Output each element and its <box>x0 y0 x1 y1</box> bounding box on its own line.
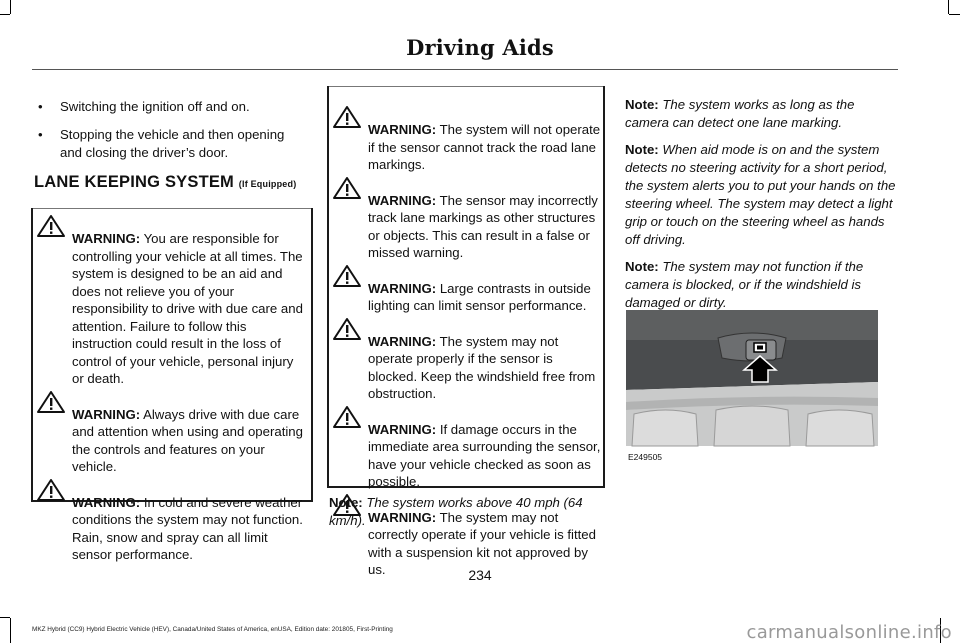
page-number: 234 <box>468 567 492 583</box>
warning-triangle-icon <box>332 317 362 341</box>
header-rule <box>32 69 898 70</box>
note: Note: The system may not function if the camera is blocked, or if the windshield is damaged or dirty. <box>625 259 864 310</box>
crop-mark <box>0 14 10 15</box>
warning-item: WARNING: The system may not operate properly if the sensor is blocked. Keep the windshield free from obstruction. <box>332 333 602 403</box>
crop-mark <box>948 0 949 14</box>
crop-mark <box>0 617 10 618</box>
bullet-icon: • <box>38 99 43 114</box>
camera-location-figure <box>626 310 878 468</box>
warning-item: WARNING: Large contrasts in outside lighting can limit sensor performance. <box>332 280 602 315</box>
list-item: • Switching the ignition off and on. <box>38 99 250 114</box>
warning-item: WARNING: Always drive with due care and attention when using and operating the controls and features on your vehicle. <box>36 406 308 476</box>
section-heading: LANE KEEPING SYSTEM (If Equipped) <box>34 173 297 191</box>
note: Note: When aid mode is on and the system detects no steering activity for a short period, the system alerts you to put your hands on the steering wheel. The system may detect a light grip or touch on the steering wheel as hands off driving. <box>625 142 896 247</box>
warning-triangle-icon <box>36 214 66 238</box>
warning-triangle-icon <box>332 105 362 129</box>
list-item: • Stopping the vehicle and then opening and closing the driver’s door. <box>38 127 285 160</box>
crop-mark <box>10 0 11 14</box>
windshield-camera-illustration <box>626 310 878 468</box>
warning-item: WARNING: The system may not correctly operate if your vehicle is fitted with a suspension kit not approved by us. <box>332 509 602 579</box>
bullet-icon: • <box>38 127 43 142</box>
crop-mark <box>10 618 11 643</box>
warning-triangle-icon <box>332 264 362 288</box>
note: Note: The system works above 40 mph (64 km/h). <box>329 495 583 528</box>
watermark: carmanualsonline.info <box>746 622 952 643</box>
page-title: Driving Aids <box>406 35 554 60</box>
warning-triangle-icon <box>36 390 66 414</box>
left-column <box>34 98 309 172</box>
footer-text: MKZ Hybrid (CC9) Hybrid Electric Vehicle (HEV), Canada/United States of America, enUSA, Edition date: 201805, First-Printing <box>32 626 393 633</box>
warning-item: WARNING: The sensor may incorrectly track lane markings as other structures or objects. This can result in a false or missed warning. <box>332 192 602 262</box>
warning-item: WARNING: In cold and severe weather conditions the system may not function. Rain, snow and spray can all limit sensor performance. <box>36 494 308 564</box>
warning-triangle-icon <box>36 478 66 502</box>
right-column <box>625 96 897 321</box>
note: Note: The system works as long as the camera can detect one lane marking. <box>625 97 855 130</box>
warning-item: WARNING: The system will not operate if the sensor cannot track the road lane markings. <box>332 121 602 174</box>
warning-box-left <box>31 208 313 562</box>
warning-item: WARNING: You are responsible for controlling your vehicle at all times. The system is designed to be an aid and does not relieve you of your responsibility to drive with due care and attention. Failure to follow this instruction could result in the loss of control of your vehicle, personal injury or death. <box>36 230 308 388</box>
warning-triangle-icon <box>332 176 362 200</box>
warning-triangle-icon <box>332 405 362 429</box>
warning-item: WARNING: If damage occurs in the immediate area surrounding the sensor, have your vehicle checked as soon as possible. <box>332 421 602 491</box>
crop-mark <box>949 14 960 15</box>
figure-caption: E249505 <box>628 452 663 462</box>
